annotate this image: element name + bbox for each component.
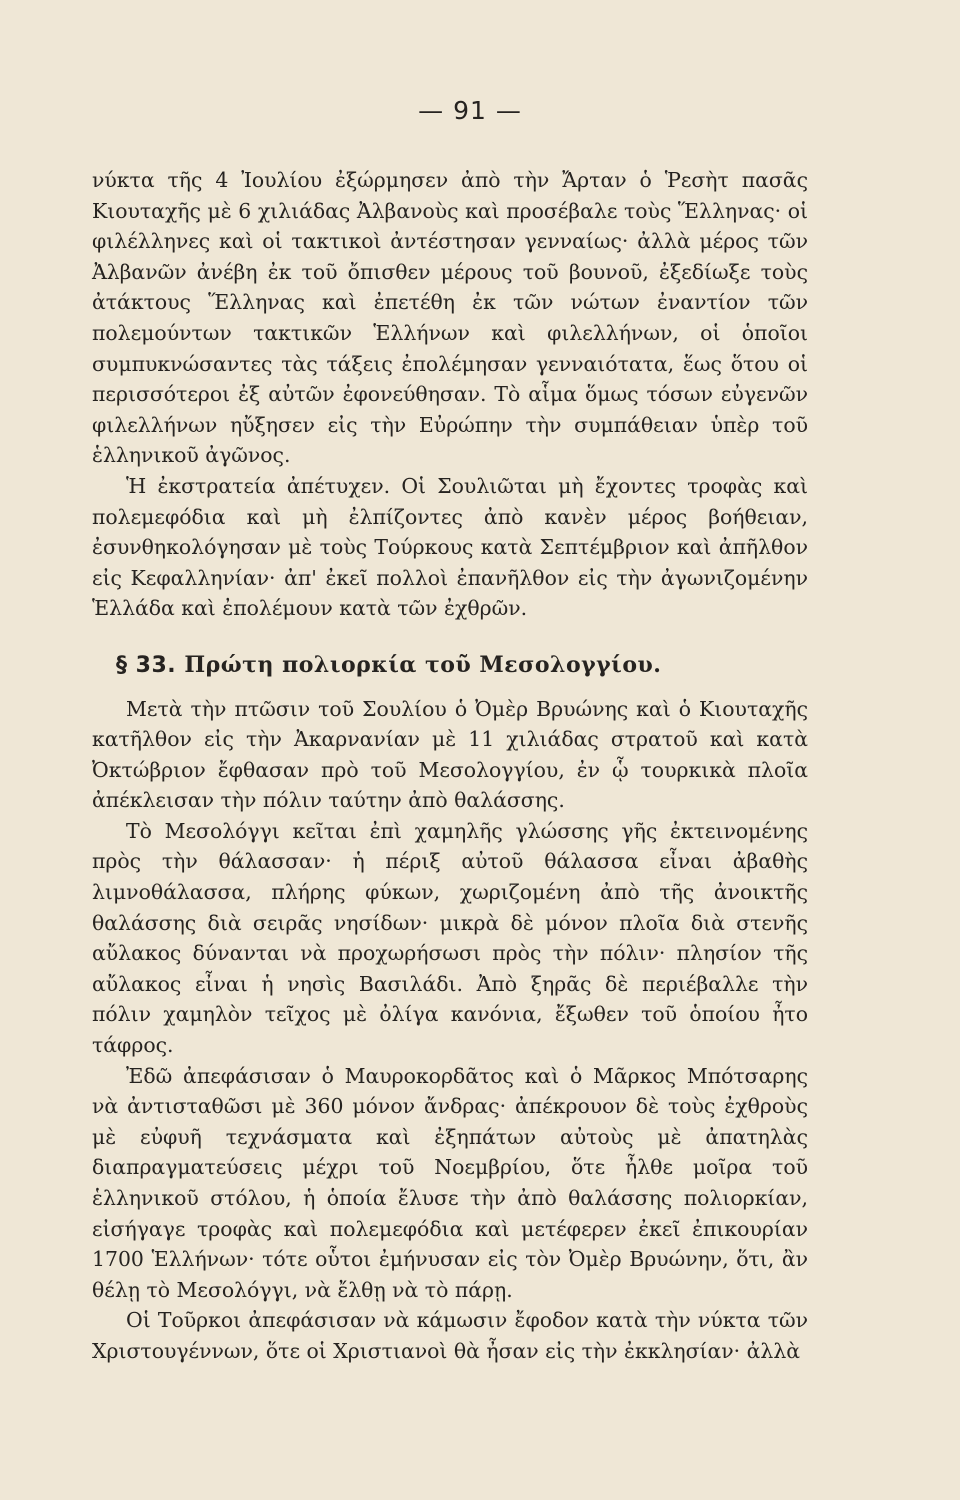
paragraph-5: Ἐδῶ ἀπεφάσισαν ὁ Μαυροκορδᾶτος καὶ ὁ Μᾶρκος Μπότσαρης νὰ ἀντισταθῶσι μὲ 360 μόνον ἄνδρας· ἀπέκρουον δὲ τοὺς ἐχθροὺς μὲ εὐφυῆ τεχνάσματα καὶ ἐξηπάτων αὐτοὺς μὲ ἀπατηλὰς διαπραγματεύσεις μέχρι τοῦ Νοεμβρίου, ὅτε ἦλθε μοῖρα τοῦ ἑλληνικοῦ στόλου, ἡ ὁποία ἔλυσε τὴν ἀπὸ θαλάσσης πολιορκίαν, εἰσήγαγε τροφὰς καὶ πολεμεφόδια καὶ μετέφερεν ἐκεῖ ἐπικουρίαν 1700 Ἑλλήνων· τότε οὗτοι ἐμήνυσαν εἰς τὸν Ὀμὲρ Βρυώνην, ὅτι, ἂν θέλῃ τὸ Μεσολόγγι, νὰ ἔλθῃ νὰ τὸ πάρῃ. <box>92 1063 808 1302</box>
paragraph-2: Ἡ ἐκστρατεία ἀπέτυχεν. Οἱ Σουλιῶται μὴ ἔχοντες τροφὰς καὶ πολεμεφόδια καὶ μὴ ἐλπίζοντες ἀπὸ κανὲν μέρος βοήθειαν, ἐσυνθηκολόγησαν μὲ τοὺς Τούρκους κατὰ Σεπτέμβριον καὶ ἀπῆλθον εἰς Κεφαλληνίαν· ἀπ' ἐκεῖ πολλοὶ ἐπανῆλθον εἰς τὴν ἀγωνιζομένην Ἑλλάδα καὶ ἐπολέμουν κατὰ τῶν ἐχθρῶν. <box>92 473 808 621</box>
section-title: Πρώτη πολιορκία τοῦ Μεσολογγίου. <box>184 651 662 678</box>
section-heading <box>116 650 808 682</box>
page-number: — 91 — <box>418 96 522 125</box>
paragraph-1: νύκτα τῆς 4 Ἰουλίου ἐξώρμησεν ἀπὸ τὴν Ἄρταν ὁ Ῥεσὴτ πασᾶς Κιουταχῆς μὲ 6 χιλιάδας Ἀλβανοὺς καὶ προσέβαλε τοὺς Ἕλληνας· οἱ φιλέλληνες καὶ οἱ τακτικοὶ ἀντέστησαν γενναίως· ἀλλὰ μέρος τῶν Ἀλβανῶν ἀνέβη ἐκ τοῦ ὄπισθεν μέρους τοῦ βουνοῦ, ἐξεδίωξε τοὺς ἀτάκτους Ἕλληνας καὶ ἐπετέθη ἐκ τῶν νώτων ἐναντίον τῶν πολεμούντων τακτικῶν Ἑλλήνων καὶ φιλελλήνων, οἱ ὁποῖοι συμπυκνώσαντες τὰς τάξεις ἐπολέμησαν γενναιότατα, ἕως ὅτου οἱ περισσότεροι ἐξ αὐτῶν ἐφονεύθησαν. Τὸ αἷμα ὅμως τόσων εὐγενῶν φιλελλήνων ηὔξησεν εἰς τὴν Εὐρώπην τὴν συμπάθειαν ὑπὲρ τοῦ ἑλληνικοῦ ἀγῶνος. <box>92 168 808 468</box>
paragraph-4: Τὸ Μεσολόγγι κεῖται ἐπὶ χαμηλῆς γλώσσης γῆς ἐκτεινομένης πρὸς τὴν θάλασσαν· ἡ πέριξ αὐτοῦ θάλασσα εἶναι ἀβαθὴς λιμνοθάλασσα, πλήρης φύκων, χωριζομένη ἀπὸ τῆς ἀνοικτῆς θαλάσσης διὰ σειρᾶς νησίδων· μικρὰ δὲ μόνον πλοῖα διὰ στενῆς αὔλακος δύνανται νὰ προχωρήσωσι πρὸς τὴν πόλιν· πλησίον τῆς αὔλακος εἶναι ἡ νησὶς Βασιλάδι. Ἀπὸ ξηρᾶς δὲ περιέβαλλε τὴν πόλιν χαμηλὸν τεῖχος μὲ ὀλίγα κανόνια, ἔξωθεν τοῦ ὁποίου ἦτο τάφρος. <box>92 818 808 1058</box>
section-number: § 33. <box>116 652 177 678</box>
paragraph-3: Μετὰ τὴν πτῶσιν τοῦ Σουλίου ὁ Ὀμὲρ Βρυώνης καὶ ὁ Κιουταχῆς κατῆλθον εἰς τὴν Ἀκαρνανίαν μὲ 11 χιλιάδας στρατοῦ καὶ κατὰ Ὀκτώβριον ἔφθασαν πρὸ τοῦ Μεσολογγίου, ἐν ᾧ τουρκικὰ πλοῖα ἀπέκλεισαν τὴν πόλιν ταύτην ἀπὸ θαλάσσης. <box>92 696 808 813</box>
paragraph-6: Οἱ Τοῦρκοι ἀπεφάσισαν νὰ κάμωσιν ἔφοδον κατὰ τὴν νύκτα τῶν Χριστουγέννων, ὅτε οἱ Χριστιανοὶ θὰ ἦσαν εἰς τὴν ἐκκλησίαν· ἀλλὰ <box>92 1308 808 1363</box>
